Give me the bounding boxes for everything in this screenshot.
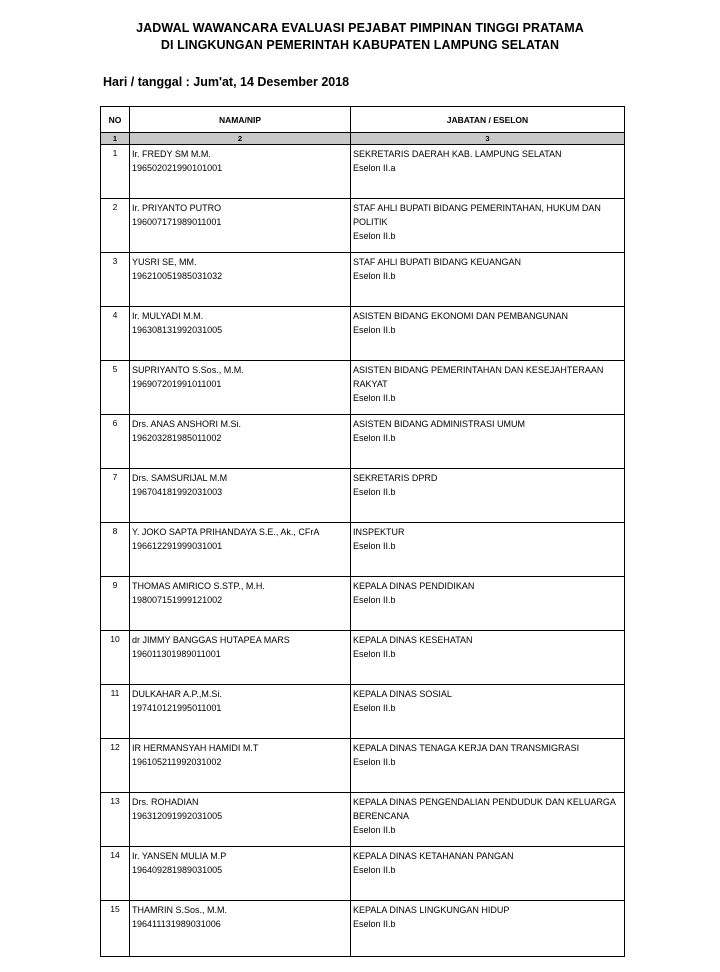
table-row	[101, 469, 625, 523]
name-nip-cell	[130, 253, 351, 307]
title-line-1: JADWAL WAWANCARA EVALUASI PEJABAT PIMPINAN TINGGI PRATAMA	[136, 21, 584, 35]
column-index: 2	[130, 133, 351, 145]
row-number: 12	[101, 739, 130, 793]
official-name: Drs. SAMSURIJAL M.M	[132, 473, 228, 483]
position-cell	[351, 415, 625, 469]
row-number: 7	[101, 469, 130, 523]
name-nip-cell	[130, 469, 351, 523]
official-name: Ir. PRIYANTO PUTRO	[132, 203, 222, 213]
row-number: 4	[101, 307, 130, 361]
position-title: ASISTEN BIDANG PEMERINTAHAN DAN KESEJAHTERAAN RAKYAT	[353, 365, 604, 389]
position-title: SEKRETARIS DPRD	[353, 473, 438, 483]
table-row	[101, 685, 625, 739]
table-row	[101, 739, 625, 793]
official-nip: 198007151999121002	[132, 595, 223, 605]
position-title: KEPALA DINAS TENAGA KERJA DAN TRANSMIGRASI	[353, 743, 580, 753]
official-nip: 196105211992031002	[132, 757, 222, 767]
position-title: SEKRETARIS DAERAH KAB. LAMPUNG SELATAN	[353, 149, 562, 159]
position-cell	[351, 307, 625, 361]
position-cell	[351, 631, 625, 685]
position-title: STAF AHLI BUPATI BIDANG PEMERINTAHAN, HUKUM DAN POLITIK	[353, 203, 601, 227]
column-index-row	[101, 133, 625, 145]
position-cell	[351, 253, 625, 307]
name-nip-cell	[130, 145, 351, 199]
position-cell	[351, 199, 625, 253]
name-nip-cell	[130, 415, 351, 469]
official-nip: 196203281985011002	[132, 433, 222, 443]
position-cell	[351, 793, 625, 847]
position-cell	[351, 523, 625, 577]
position-cell	[351, 901, 625, 957]
position-title: STAF AHLI BUPATI BIDANG KEUANGAN	[353, 257, 522, 267]
position-cell	[351, 577, 625, 631]
title-line-2: DI LINGKUNGAN PEMERINTAH KABUPATEN LAMPUNG SELATAN	[160, 38, 560, 52]
position-cell	[351, 847, 625, 901]
column-header-position: JABATAN / ESELON	[351, 107, 625, 133]
name-nip-cell	[130, 685, 351, 739]
document-title	[0, 20, 720, 54]
position-cell	[351, 145, 625, 199]
position-title: ASISTEN BIDANG ADMINISTRASI UMUM	[353, 419, 526, 429]
official-nip: 196409281989031005	[132, 865, 223, 875]
name-nip-cell	[130, 361, 351, 415]
eselon-level: Eselon II.b	[353, 825, 396, 835]
name-nip-cell	[130, 577, 351, 631]
row-number: 10	[101, 631, 130, 685]
row-number: 14	[101, 847, 130, 901]
table-row	[101, 415, 625, 469]
row-number: 9	[101, 577, 130, 631]
eselon-level: Eselon II.b	[353, 231, 396, 241]
column-index: 3	[351, 133, 625, 145]
position-title: KEPALA DINAS LINGKUNGAN HIDUP	[353, 905, 510, 915]
eselon-level: Eselon II.b	[353, 649, 396, 659]
official-name: Ir. MULYADI M.M.	[132, 311, 204, 321]
official-nip: 197410121995011001	[132, 703, 222, 713]
eselon-level: Eselon II.a	[353, 163, 396, 173]
row-number: 3	[101, 253, 130, 307]
official-nip: 196411131989031006	[132, 919, 221, 929]
official-name: YUSRI SE, MM.	[132, 257, 197, 267]
name-nip-cell	[130, 847, 351, 901]
table-row	[101, 793, 625, 847]
position-cell	[351, 469, 625, 523]
official-name: THOMAS AMIRICO S.STP., M.H.	[132, 581, 265, 591]
official-name: SUPRIYANTO S.Sos., M.M.	[132, 365, 244, 375]
official-name: DULKAHAR A.P.,M.Si.	[132, 689, 222, 699]
name-nip-cell	[130, 523, 351, 577]
official-name: Drs. ANAS ANSHORI M.Si.	[132, 419, 242, 429]
row-number: 1	[101, 145, 130, 199]
schedule-date: Hari / tanggal : Jum'at, 14 Desember 2018	[103, 75, 350, 89]
eselon-level: Eselon II.b	[353, 865, 396, 875]
row-number: 15	[101, 901, 130, 957]
position-cell	[351, 739, 625, 793]
official-name: Ir. YANSEN MULIA M.P	[132, 851, 227, 861]
eselon-level: Eselon II.b	[353, 271, 396, 281]
table-row	[101, 901, 625, 957]
name-nip-cell	[130, 793, 351, 847]
official-nip: 196704181992031003	[132, 487, 223, 497]
row-number: 5	[101, 361, 130, 415]
column-header-name: NAMA/NIP	[130, 107, 351, 133]
eselon-level: Eselon II.b	[353, 487, 396, 497]
position-title: INSPEKTUR	[353, 527, 405, 537]
official-name: Ir. FREDY SM M.M.	[132, 149, 211, 159]
column-index: 1	[101, 133, 130, 145]
column-header-no: NO	[101, 107, 130, 133]
position-title: KEPALA DINAS PENGENDALIAN PENDUDUK DAN KELUARGA BERENCANA	[353, 797, 616, 821]
name-nip-cell	[130, 307, 351, 361]
official-name: Drs. ROHADIAN	[132, 797, 199, 807]
eselon-level: Eselon II.b	[353, 325, 396, 335]
name-nip-cell	[130, 199, 351, 253]
name-nip-cell	[130, 739, 351, 793]
table-body	[101, 133, 625, 957]
row-number: 6	[101, 415, 130, 469]
position-cell	[351, 685, 625, 739]
official-nip: 196308131992031005	[132, 325, 223, 335]
official-nip: 196612291999031001	[132, 541, 223, 551]
row-number: 2	[101, 199, 130, 253]
name-nip-cell	[130, 631, 351, 685]
position-title: KEPALA DINAS KESEHATAN	[353, 635, 473, 645]
position-title: KEPALA DINAS SOSIAL	[353, 689, 452, 699]
eselon-level: Eselon II.b	[353, 595, 396, 605]
eselon-level: Eselon II.b	[353, 433, 396, 443]
table-row	[101, 631, 625, 685]
eselon-level: Eselon II.b	[353, 757, 396, 767]
official-nip: 196312091992031005	[132, 811, 223, 821]
position-title: KEPALA DINAS PENDIDIKAN	[353, 581, 475, 591]
interview-schedule-table	[100, 106, 625, 957]
table-row	[101, 253, 625, 307]
table-row	[101, 361, 625, 415]
official-name: dr JIMMY BANGGAS HUTAPEA MARS	[132, 635, 290, 645]
table-row	[101, 847, 625, 901]
position-cell	[351, 361, 625, 415]
row-number: 13	[101, 793, 130, 847]
row-number: 8	[101, 523, 130, 577]
table-row	[101, 145, 625, 199]
eselon-level: Eselon II.b	[353, 541, 396, 551]
table-row	[101, 199, 625, 253]
official-name: Y. JOKO SAPTA PRIHANDAYA S.E., Ak., CFrA	[132, 527, 320, 537]
name-nip-cell	[130, 901, 351, 957]
eselon-level: Eselon II.b	[353, 703, 396, 713]
eselon-level: Eselon II.b	[353, 919, 396, 929]
eselon-level: Eselon II.b	[353, 393, 396, 403]
row-number: 11	[101, 685, 130, 739]
official-nip: 196907201991011001	[132, 379, 222, 389]
table-row	[101, 577, 625, 631]
table-row	[101, 307, 625, 361]
official-nip: 196007171989011001	[132, 217, 222, 227]
position-title: KEPALA DINAS KETAHANAN PANGAN	[353, 851, 514, 861]
position-title: ASISTEN BIDANG EKONOMI DAN PEMBANGUNAN	[353, 311, 569, 321]
table-header-row	[101, 107, 625, 133]
official-nip: 196210051985031032	[132, 271, 223, 281]
table-row	[101, 523, 625, 577]
official-nip: 196502021990101001	[132, 163, 223, 173]
official-name: IR HERMANSYAH HAMIDI M.T	[132, 743, 259, 753]
official-nip: 196011301989011001	[132, 649, 221, 659]
official-name: THAMRIN S.Sos., M.M.	[132, 905, 228, 915]
